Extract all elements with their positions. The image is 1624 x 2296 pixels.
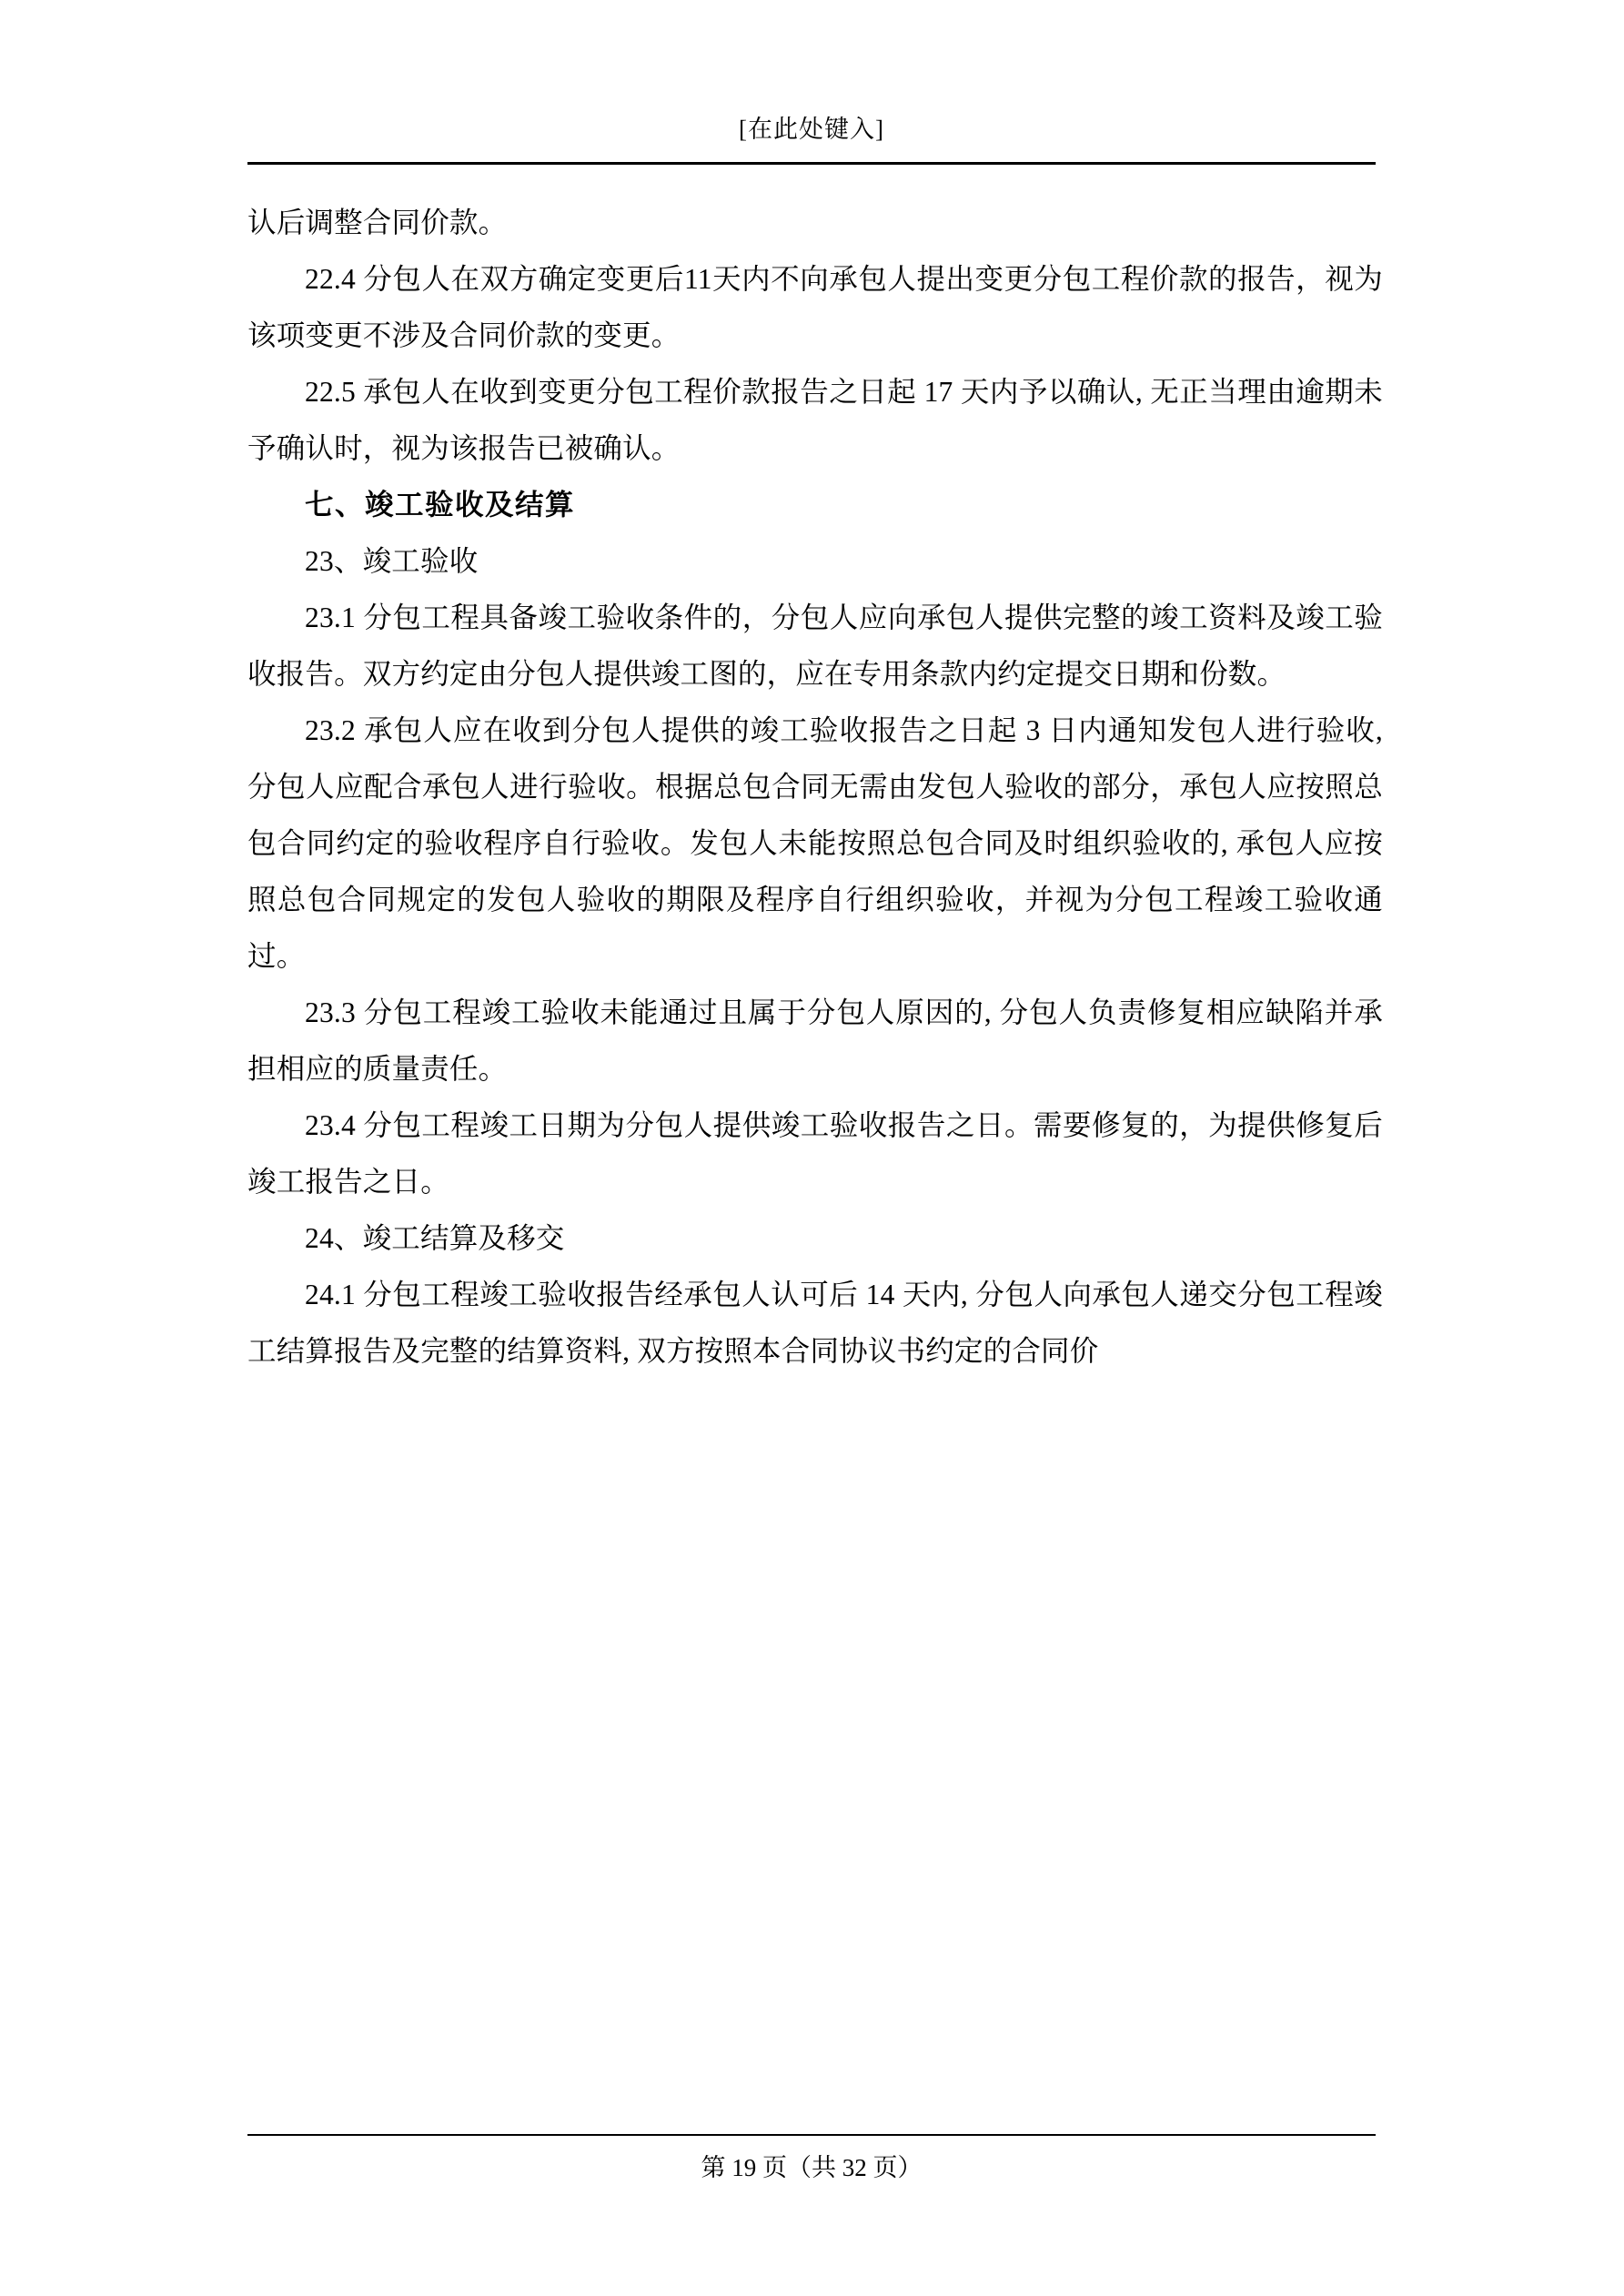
- header-divider: [247, 162, 1376, 165]
- paragraph-22-4: 22.4 分包人在双方确定变更后11天内不向承包人提出变更分包工程价款的报告，视为该项变更不涉及合同价款的变更。: [247, 263, 1383, 351]
- heading-section-7: 七、竣工验收及结算: [305, 489, 576, 521]
- paragraph-23-1: 23.1 分包工程具备竣工验收条件的，分包人应向承包人提供完整的竣工资料及竣工验收报告。双方约定由分包人提供竣工图的，应在专用条款内约定提交日期和份数。: [247, 602, 1383, 690]
- page-header: [在此处键入]: [739, 116, 884, 143]
- paragraph-continued: 认后调整合同价款。: [247, 207, 508, 238]
- paragraph-23-2: 23.2 承包人应在收到分包人提供的竣工验收报告之日起 3 日内通知发包人进行验收, 分包人应配合承包人进行验收。根据总包合同无需由发包人验收的部分，承包人应按照总包合同约定的验收程序自行验收。发包人未能按照总包合同及时组织验收的, 承包人应按照总包合同规定的发包人验收的期限及程序自行组织验收，并视为分包工程竣工验收通过。: [247, 714, 1383, 972]
- footer-divider: [247, 2134, 1376, 2136]
- paragraph-22-5: 22.5 承包人在收到变更分包工程价款报告之日起 17 天内予以确认, 无正当理由逾期未予确认时，视为该报告已被确认。: [247, 376, 1383, 464]
- paragraph-23-4: 23.4 分包工程竣工日期为分包人提供竣工验收报告之日。需要修复的，为提供修复后竣工报告之日。: [247, 1109, 1383, 1198]
- paragraph-24-1: 24.1 分包工程竣工验收报告经承包人认可后 14 天内, 分包人向承包人递交分包工程竣工结算报告及完整的结算资料, 双方按照本合同协议书约定的合同价: [247, 1279, 1383, 1367]
- page-footer: 第 19 页（共 32 页）: [701, 2154, 923, 2181]
- paragraph-23: 23、竣工验收: [305, 545, 479, 577]
- paragraph-23-3: 23.3 分包工程竣工验收未能通过且属于分包人原因的, 分包人负责修复相应缺陷并承担相应的质量责任。: [247, 996, 1383, 1085]
- document-body: [247, 195, 1383, 1380]
- paragraph-24: 24、竣工结算及移交: [305, 1222, 565, 1254]
